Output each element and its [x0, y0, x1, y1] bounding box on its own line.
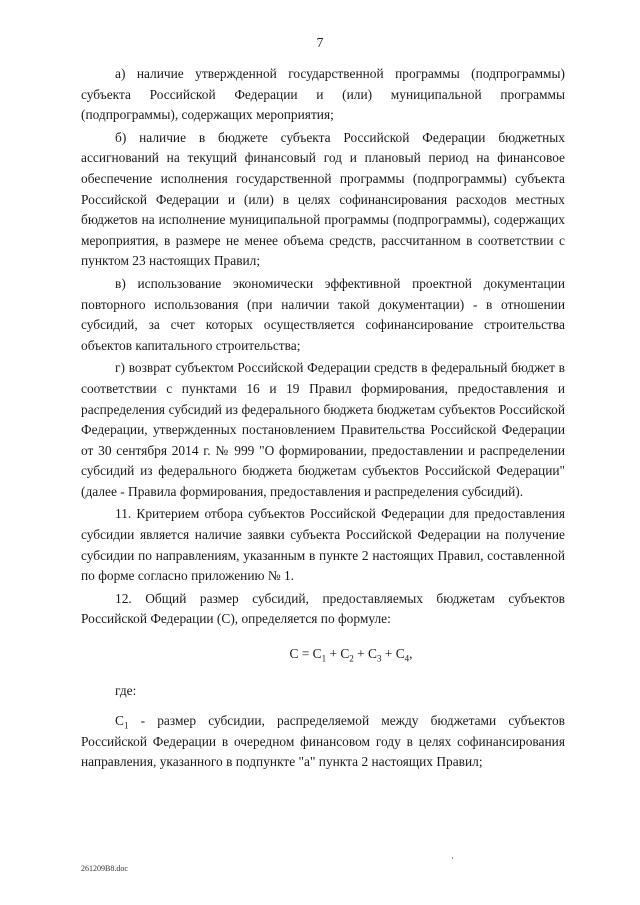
where-label: где:	[115, 682, 137, 698]
paragraph-12: 12. Общий размер субсидий, предоставляемых бюджетам субъектов Российской Федерации (С), определяется по формуле:	[81, 590, 565, 627]
definition-sub: 1	[123, 720, 129, 731]
formula	[81, 644, 565, 665]
paragraph-a: а) наличие утвержденной государственной программы (подпрограммы) субъекта Российской Федерации и (или) муниципальной программы (подпрограммы), содержащих мероприятия;	[81, 66, 565, 123]
definition-text: - размер субсидии, распределяемой между бюджетами субъектов Российской Федерации в очередном финансовом году в целях софинансирования направления, указанного в подпункте "а" пункта 2 настоящих Правил;	[81, 713, 565, 770]
formula-lhs: С	[289, 646, 299, 662]
formula-plus: +	[326, 646, 341, 662]
scan-speck	[452, 857, 453, 859]
paragraph-11: 11. Критерием отбора субъектов Российской Федерации для предоставления субсидии является наличие заявки субъекта Российской Федерации на получение субсидии по направлениям, указанным в пункте 2 настоящих Правил, составленной по форме согласно приложению № 1.	[81, 506, 565, 584]
formula-equals: =	[298, 646, 313, 662]
footer-file-code: 261209В8.doc	[81, 864, 128, 873]
formula-term-3: $С_3$	[368, 646, 382, 664]
page-number: 7	[316, 35, 324, 50]
definition-c1	[81, 711, 565, 773]
formula-term-1: $С_1$	[312, 646, 327, 664]
formula-plus: +	[381, 646, 396, 662]
paragraph-v: в) использование экономически эффективной проектной документации повторного использования (при наличии такой документации) - в отношении субсидий, за счет которых осуществляется софинансирование строительства объектов капитального строительства;	[81, 275, 565, 353]
formula-plus: +	[353, 646, 369, 662]
definition-symbol: С	[115, 713, 124, 729]
formula-term-4: $С_4$	[395, 646, 410, 664]
document-body	[81, 64, 565, 775]
formula-end: ,	[409, 646, 413, 662]
paragraph-b: б) наличие в бюджете субъекта Российской Федерации бюджетных ассигнований на текущий финансовый год и плановый период на финансовое обеспечение исполнения государственной программы (подпрограммы) субъекта Российской Федерации и (или) в целях софинансирования расходов местных бюджетов на исполнение муниципальной программы (подпрограммы), содержащих мероприятия, в размере не менее объема средств, рассчитанном в соответствии с пунктом 23 настоящих Правил;	[81, 129, 565, 269]
paragraph-g: г) возврат субъектом Российской Федерации средств в федеральный бюджет в соответствии с пунктами 16 и 19 Правил формирования, предоставления и распределения субсидий из федерального бюджета бюджетам субъектов Российской Федерации, утвержденных постановлением Правительства Российской Федерации от 30 сентября 2014 г. № 999 "О формировании, предоставлении и распределении субсидий из федерального бюджета бюджетам субъектов Российской Федерации" (далее - Правила формирования, предоставления и распределения субсидий).	[81, 360, 565, 499]
formula-term-2: $С_2$	[340, 646, 354, 664]
